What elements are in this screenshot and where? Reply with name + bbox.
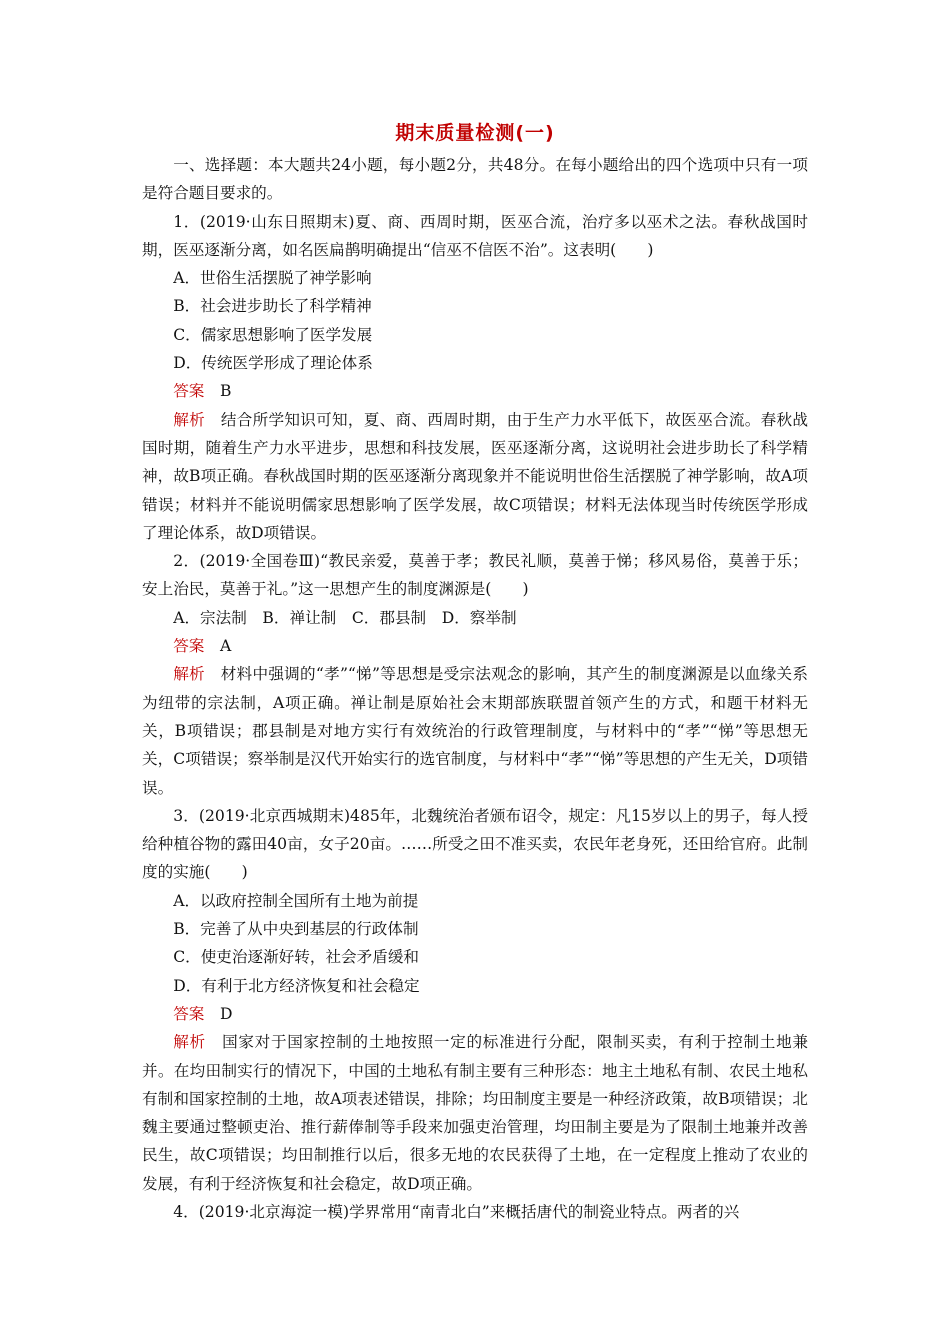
option-b: B．社会进步助长了科学精神 <box>173 297 372 316</box>
answer-value: B <box>220 382 232 401</box>
question-stem: 2．(2019·全国卷Ⅲ)“教民亲爱，莫善于孝；教民礼顺，莫善于悌；移风易俗，莫善于乐；安上治民，莫善于礼。”这一思想产生的制度渊源是( ) <box>142 552 808 599</box>
answer-label: 答案 <box>173 1004 205 1023</box>
option-c: C．使吏治逐渐好转，社会矛盾缓和 <box>173 948 420 967</box>
answer-label: 答案 <box>173 382 205 401</box>
option-a: A．以政府控制全国所有土地为前提 <box>173 891 419 910</box>
options-line: A．宗法制 B．禅让制 C．郡县制 D．察举制 <box>173 608 517 627</box>
answer-line <box>142 1000 808 1028</box>
answer-label: 答案 <box>173 637 205 656</box>
question-stem: 3．(2019·北京西城期末)485年，北魏统治者颁布诏令，规定：凡15岁以上的男子，每人授给种植谷物的露田40亩，女子20亩。……所受之田不准买卖，农民年老身死，还田给官府。此制度的实施( ) <box>142 806 808 882</box>
option-a: A．世俗生活摆脱了神学影响 <box>173 269 372 288</box>
document-body <box>142 151 808 1226</box>
analysis-label: 解析 <box>173 410 205 429</box>
answer-line <box>142 632 808 660</box>
option-c: C．儒家思想影响了医学发展 <box>173 325 373 344</box>
analysis-text: 材料中强调的“孝”“悌”等思想是受宗法观念的影响，其产生的制度渊源是以血缘关系为纽带的宗法制，A项正确。禅让制是原始社会末期部族联盟首领产生的方式，和题干材料无关，B项错误；郡县制是对地方实行有效统治的行政管理制度，与材料中的“孝”“悌”等思想无关，C项错误；察举制是汉代开始实行的选官制度，与材料中“孝”“悌”等思想的产生无关，D项错误。 <box>142 665 808 797</box>
section-instructions: 一、选择题：本大题共24小题，每小题2分，共48分。在每小题给出的四个选项中只有一项是符合题目要求的。 <box>142 156 808 203</box>
analysis-paragraph <box>142 406 808 547</box>
page-title: 期末质量检测(一) <box>395 122 555 144</box>
option-b: B．完善了从中央到基层的行政体制 <box>173 920 419 939</box>
analysis-text: 结合所学知识可知，夏、商、西周时期，由于生产力水平低下，故医巫合流。春秋战国时期，随着生产力水平进步，思想和科技发展，医巫逐渐分离，这说明社会进步助长了科学精神，故B项正确。春秋战国时期的医巫逐渐分离现象并不能说明世俗生活摆脱了神学影响，故A项错误；材料并不能说明儒家思想影响了医学发展，故C项错误；材料无法体现当时传统医学形成了理论体系，故D项错误。 <box>142 410 808 542</box>
answer-value: D <box>220 1004 233 1023</box>
answer-value: A <box>220 637 232 656</box>
answer-line <box>142 377 808 405</box>
analysis-label: 解析 <box>173 1033 206 1052</box>
analysis-label: 解析 <box>173 665 205 684</box>
option-d: D．有利于北方经济恢复和社会稳定 <box>173 976 420 995</box>
option-d: D．传统医学形成了理论体系 <box>173 354 373 373</box>
analysis-paragraph <box>142 1028 808 1198</box>
question-stem: 1．(2019·山东日照期末)夏、商、西周时期，医巫合流，治疗多以巫术之法。春秋战国时期，医巫逐渐分离，如名医扁鹊明确提出“信巫不信医不治”。这表明( ) <box>142 212 808 259</box>
analysis-paragraph <box>142 660 808 801</box>
question-stem: 4．(2019·北京海淀一模)学界常用“南青北白”来概括唐代的制瓷业特点。两者的兴 <box>173 1202 740 1221</box>
analysis-text: 国家对于国家控制的土地按照一定的标准进行分配，限制买卖，有利于控制土地兼并。在均田制实行的情况下，中国的土地私有制主要有三种形态：地主土地私有制、农民土地私有制和国家控制的土地，故A项表述错误，排除；均田制度主要是一种经济政策，故B项错误；北魏主要通过整顿吏治、推行薪俸制等手段来加强吏治管理，均田制主要是为了限制土地兼并改善民生，故C项错误；均田制推行以后，很多无地的农民获得了土地，在一定程度上推动了农业的发展，有利于经济恢复和社会稳定，故D项正确。 <box>142 1033 808 1193</box>
